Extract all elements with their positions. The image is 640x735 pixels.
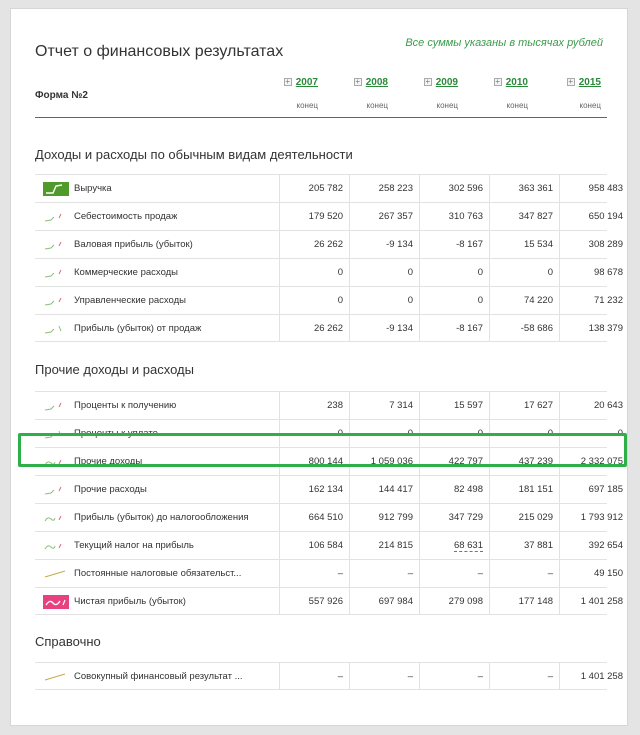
value-cell: 0 bbox=[279, 420, 349, 447]
value-cell: 800 144 bbox=[279, 448, 349, 475]
value-cell: 162 134 bbox=[279, 476, 349, 503]
section-title: Прочие доходы и расходы bbox=[35, 362, 194, 377]
row-label: Прочие расходы bbox=[74, 484, 147, 495]
value-cell: 1 401 258 bbox=[559, 663, 629, 690]
value-cell: 0 bbox=[559, 420, 629, 447]
row-label: Постоянные налоговые обязательст... bbox=[74, 568, 242, 579]
value-cell: – bbox=[489, 560, 559, 587]
period-label: конец bbox=[579, 101, 601, 110]
value-cell: -8 167 bbox=[419, 231, 489, 258]
value-cell: 557 926 bbox=[279, 588, 349, 615]
value-cell: 422 797 bbox=[419, 448, 489, 475]
value-cell: 912 799 bbox=[349, 504, 419, 531]
value-cell: 74 220 bbox=[489, 287, 559, 314]
value-cell: -9 134 bbox=[349, 315, 419, 342]
value-cell: 347 827 bbox=[489, 203, 559, 230]
table-row[interactable] bbox=[35, 258, 623, 286]
sparkline-icon bbox=[43, 294, 69, 308]
value-cell: 26 262 bbox=[279, 315, 349, 342]
value-cell: 215 029 bbox=[489, 504, 559, 531]
sparkline-icon bbox=[43, 539, 69, 553]
value-cell: 177 148 bbox=[489, 588, 559, 615]
table-row[interactable] bbox=[35, 475, 623, 503]
table-row[interactable] bbox=[35, 559, 623, 587]
table-row[interactable] bbox=[35, 587, 623, 615]
value-cell: – bbox=[419, 560, 489, 587]
value-cell: 82 498 bbox=[419, 476, 489, 503]
value-cell: 37 881 bbox=[489, 532, 559, 559]
value-cell: 0 bbox=[279, 259, 349, 286]
year-column-header bbox=[256, 75, 318, 110]
table-row[interactable] bbox=[35, 391, 623, 419]
value-cell: 958 483 bbox=[559, 175, 629, 202]
header-divider bbox=[35, 117, 607, 118]
value-cell: 15 534 bbox=[489, 231, 559, 258]
table-row[interactable] bbox=[35, 314, 623, 342]
value-cell: 26 262 bbox=[279, 231, 349, 258]
year-link[interactable]: 2015 bbox=[578, 76, 601, 88]
value-cell: 179 520 bbox=[279, 203, 349, 230]
value-cell: 238 bbox=[279, 392, 349, 419]
row-label: Управленческие расходы bbox=[74, 295, 186, 306]
row-label: Себестоимость продаж bbox=[74, 211, 178, 222]
value-cell: 15 597 bbox=[419, 392, 489, 419]
row-label: Прибыль (убыток) до налогообложения bbox=[74, 512, 249, 523]
value-cell: 181 151 bbox=[489, 476, 559, 503]
row-label: Выручка bbox=[74, 183, 112, 194]
table-row[interactable] bbox=[35, 503, 623, 531]
sparkline-icon bbox=[43, 483, 69, 497]
value-cell: 0 bbox=[349, 259, 419, 286]
value-cell: 0 bbox=[349, 420, 419, 447]
sparkline-icon bbox=[43, 399, 69, 413]
sparkline-icon bbox=[43, 210, 69, 224]
table-row[interactable] bbox=[35, 662, 623, 690]
year-link[interactable]: 2009 bbox=[435, 76, 458, 88]
row-label: Прибыль (убыток) от продаж bbox=[74, 323, 202, 334]
value-cell: -58 686 bbox=[489, 315, 559, 342]
year-link[interactable]: 2007 bbox=[295, 76, 318, 88]
table-row[interactable] bbox=[35, 230, 623, 258]
period-label: конец bbox=[436, 101, 458, 110]
sparkline-icon bbox=[43, 595, 69, 609]
value-cell: 697 984 bbox=[349, 588, 419, 615]
year-column-header bbox=[466, 75, 528, 110]
year-link[interactable]: 2010 bbox=[505, 76, 528, 88]
units-note: Все суммы указаны в тысячах рублей bbox=[405, 37, 603, 49]
table-row[interactable] bbox=[35, 531, 623, 559]
expand-plus-icon[interactable]: + bbox=[425, 77, 431, 86]
value-cell: – bbox=[349, 560, 419, 587]
value-cell: 392 654 bbox=[559, 532, 629, 559]
sparkline-icon bbox=[43, 567, 69, 581]
period-label: конец bbox=[366, 101, 388, 110]
value-cell: 17 627 bbox=[489, 392, 559, 419]
period-label: конец bbox=[506, 101, 528, 110]
value-cell: 1 793 912 bbox=[559, 504, 629, 531]
expand-plus-icon[interactable]: + bbox=[495, 77, 501, 86]
sparkline-icon bbox=[43, 266, 69, 280]
value-cell: – bbox=[489, 663, 559, 690]
value-cell: 697 185 bbox=[559, 476, 629, 503]
value-cell: -8 167 bbox=[419, 315, 489, 342]
value-cell: 7 314 bbox=[349, 392, 419, 419]
row-label: Совокупный финансовый результат ... bbox=[74, 671, 243, 682]
value-cell: 347 729 bbox=[419, 504, 489, 531]
value-cell: 650 194 bbox=[559, 203, 629, 230]
value-cell: 1 401 258 bbox=[559, 588, 629, 615]
expand-plus-icon[interactable]: + bbox=[285, 77, 291, 86]
value-cell: 310 763 bbox=[419, 203, 489, 230]
value-cell: – bbox=[349, 663, 419, 690]
value-cell: 279 098 bbox=[419, 588, 489, 615]
highlight-box bbox=[18, 433, 627, 467]
expand-plus-icon[interactable]: + bbox=[355, 77, 361, 86]
value-cell: 0 bbox=[349, 287, 419, 314]
section-title: Справочно bbox=[35, 634, 101, 649]
row-label: Проценты к уплате bbox=[74, 428, 158, 439]
year-column-header bbox=[539, 75, 601, 110]
sparkline-icon bbox=[43, 322, 69, 336]
value-cell: 205 782 bbox=[279, 175, 349, 202]
form-label: Форма №2 bbox=[35, 90, 88, 101]
value-cell: 363 361 bbox=[489, 175, 559, 202]
value-cell: 258 223 bbox=[349, 175, 419, 202]
value-cell: 98 678 bbox=[559, 259, 629, 286]
value-cell: 302 596 bbox=[419, 175, 489, 202]
value-cell: 267 357 bbox=[349, 203, 419, 230]
expand-plus-icon[interactable]: + bbox=[568, 77, 574, 86]
row-label: Валовая прибыль (убыток) bbox=[74, 239, 193, 250]
value-cell: 138 379 bbox=[559, 315, 629, 342]
value-cell: 664 510 bbox=[279, 504, 349, 531]
row-label: Чистая прибыль (убыток) bbox=[74, 596, 186, 607]
table-row[interactable] bbox=[35, 174, 623, 202]
row-label: Текущий налог на прибыль bbox=[74, 540, 194, 551]
value-cell: 0 bbox=[419, 420, 489, 447]
value-cell: 2 332 075 bbox=[559, 448, 629, 475]
year-link[interactable]: 2008 bbox=[365, 76, 388, 88]
value-cell: – bbox=[419, 663, 489, 690]
value-cell: -9 134 bbox=[349, 231, 419, 258]
section-title: Доходы и расходы по обычным видам деятельности bbox=[35, 147, 353, 162]
table-row[interactable] bbox=[35, 286, 623, 314]
value-cell: 437 239 bbox=[489, 448, 559, 475]
report-title: Отчет о финансовых результатах bbox=[35, 43, 284, 60]
value-cell: 0 bbox=[279, 287, 349, 314]
value-cell: 0 bbox=[419, 287, 489, 314]
value-cell: 214 815 bbox=[349, 532, 419, 559]
report-card bbox=[10, 8, 628, 726]
row-label: Проценты к получению bbox=[74, 400, 177, 411]
value-cell: 71 232 bbox=[559, 287, 629, 314]
row-label: Коммерческие расходы bbox=[74, 267, 179, 278]
value-cell: 49 150 bbox=[559, 560, 629, 587]
period-label: конец bbox=[296, 101, 318, 110]
value-cell: 0 bbox=[489, 259, 559, 286]
value-cell: 0 bbox=[489, 420, 559, 447]
value-cell: 1 059 036 bbox=[349, 448, 419, 475]
value-cell: 144 417 bbox=[349, 476, 419, 503]
sparkline-icon bbox=[43, 511, 69, 525]
sparkline-icon bbox=[43, 670, 69, 684]
value-cell: 308 289 bbox=[559, 231, 629, 258]
value-cell: 68 631 bbox=[419, 532, 489, 559]
year-column-header bbox=[326, 75, 388, 110]
value-cell: 0 bbox=[419, 259, 489, 286]
year-column-header bbox=[396, 75, 458, 110]
value-cell: 20 643 bbox=[559, 392, 629, 419]
sparkline-icon bbox=[43, 182, 69, 196]
table-row[interactable] bbox=[35, 202, 623, 230]
value-cell: – bbox=[279, 663, 349, 690]
value-cell: – bbox=[279, 560, 349, 587]
value-cell: 106 584 bbox=[279, 532, 349, 559]
sparkline-icon bbox=[43, 238, 69, 252]
row-label: Прочие доходы bbox=[74, 456, 143, 467]
